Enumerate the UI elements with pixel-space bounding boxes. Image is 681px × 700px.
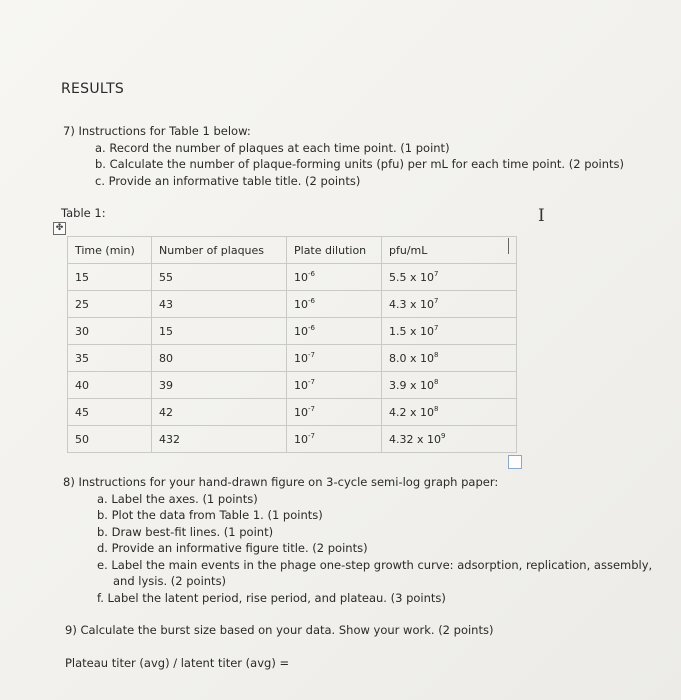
cell-plaques[interactable]: 55: [152, 264, 287, 291]
cell-time[interactable]: 50: [68, 426, 152, 453]
cell-pfu[interactable]: 8.0 x $10^8$: [382, 345, 517, 372]
q7-item-a: a. Record the number of plaques at each time point. (1 point): [95, 140, 450, 155]
cell-time[interactable]: 15: [68, 264, 152, 291]
q7-title: 7) Instructions for Table 1 below:: [63, 124, 251, 138]
cell-time[interactable]: 30: [68, 318, 152, 345]
q8-title: 8) Instructions for your hand-drawn figure on 3-cycle semi-log graph paper:: [63, 475, 499, 489]
table-move-handle-icon[interactable]: ✤: [53, 222, 66, 235]
cell-pfu[interactable]: 5.5 x $10^7$: [382, 264, 517, 291]
header-plaques: Number of plaques: [152, 237, 287, 264]
cell-pfu[interactable]: 4.2 x $10^8$: [382, 399, 517, 426]
header-pfu: pfu/mL: [382, 237, 517, 264]
table-resize-handle[interactable]: [508, 455, 522, 469]
q7-item-c: c. Provide an informative table title. (2 points): [95, 173, 361, 188]
cell-plaques[interactable]: 43: [152, 291, 287, 318]
plateau-formula[interactable]: Plateau titer (avg) / latent titer (avg) =: [65, 656, 290, 670]
cell-dilution[interactable]: $10^{-6}$: [287, 264, 382, 291]
header-time: Time (min): [68, 237, 152, 264]
cell-dilution[interactable]: $10^{-6}$: [287, 291, 382, 318]
cell-dilution[interactable]: $10^{-7}$: [287, 345, 382, 372]
q8-item: b. Plot the data from Table 1. (1 points): [97, 508, 323, 522]
cell-time[interactable]: 25: [68, 291, 152, 318]
cell-pfu[interactable]: 3.9 x $10^8$: [382, 372, 517, 399]
cell-dilution[interactable]: $10^{-7}$: [287, 372, 382, 399]
cell-plaques[interactable]: 80: [152, 345, 287, 372]
table-resize-bar[interactable]: [508, 238, 509, 254]
table-row: [68, 399, 517, 426]
question-8: [63, 474, 652, 606]
q8-item: and lysis. (2 points): [113, 574, 227, 588]
q8-item: a. Label the axes. (1 points): [97, 491, 258, 506]
cell-plaques[interactable]: 42: [152, 399, 287, 426]
table-row: [68, 345, 517, 372]
q8-item: f. Label the latent period, rise period, and plateau. (3 points): [97, 590, 446, 605]
table-row: [68, 264, 517, 291]
cell-plaques[interactable]: 15: [152, 318, 287, 345]
cell-plaques[interactable]: 432: [152, 426, 287, 453]
table-row: [68, 372, 517, 399]
cell-plaques[interactable]: 39: [152, 372, 287, 399]
data-table[interactable]: [67, 236, 517, 453]
question-7: [63, 123, 624, 189]
cell-dilution[interactable]: $10^{-7}$: [287, 426, 382, 453]
header-dilution: Plate dilution: [287, 237, 382, 264]
text-cursor-icon: I: [538, 206, 545, 226]
q8-item: e. Label the main events in the phage one-step growth curve: adsorption, replication, assembly,: [97, 557, 653, 572]
cell-dilution[interactable]: $10^{-6}$: [287, 318, 382, 345]
cell-pfu[interactable]: 4.32 x $10^9$: [382, 426, 517, 453]
q7-item-b: b. Calculate the number of plaque-forming units (pfu) per mL for each time point. (2 points): [95, 157, 625, 171]
results-heading: RESULTS: [61, 81, 125, 97]
cell-pfu[interactable]: 1.5 x $10^7$: [382, 318, 517, 345]
table-row: [68, 426, 517, 453]
cell-time[interactable]: 45: [68, 399, 152, 426]
cell-pfu[interactable]: 4.3 x $10^7$: [382, 291, 517, 318]
q8-item: b. Draw best-fit lines. (1 point): [97, 524, 274, 539]
question-9: 9) Calculate the burst size based on your data. Show your work. (2 points): [65, 623, 494, 637]
table-row: [68, 318, 517, 345]
table-row: [68, 291, 517, 318]
cell-time[interactable]: 35: [68, 345, 152, 372]
cell-dilution[interactable]: $10^{-7}$: [287, 399, 382, 426]
table-header-row: [68, 237, 517, 264]
table-label: Table 1:: [61, 206, 106, 220]
cell-time[interactable]: 40: [68, 372, 152, 399]
q8-item: d. Provide an informative figure title. (2 points): [97, 541, 368, 555]
